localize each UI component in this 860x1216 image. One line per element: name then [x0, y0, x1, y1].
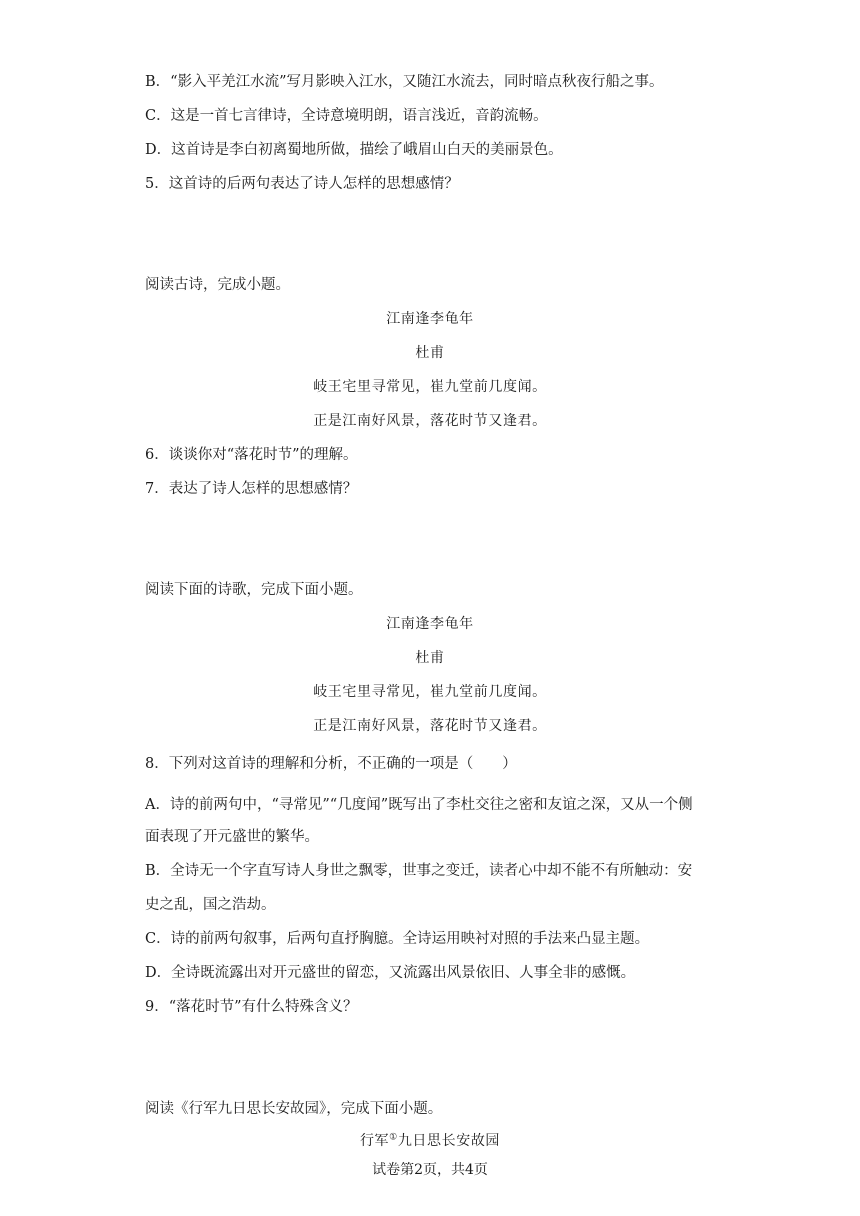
poem-author: 杜甫 — [415, 650, 445, 666]
poem-title — [0, 1131, 860, 1151]
option-b-line-1: B．全诗无一个字直写诗人身世之飘零，世事之变迁，读者心中却不能不有所触动：安 — [145, 863, 693, 879]
question-5: 5．这首诗的后两句表达了诗人怎样的思想感情？ — [145, 176, 459, 192]
poem-title-part-2: 九日思长安故园 — [397, 1133, 501, 1149]
page-footer: 试卷第2页，共4页 — [372, 1162, 488, 1178]
poem-line-1: 岐王宅里寻常见，崔九堂前几度闻。 — [313, 379, 547, 395]
option-d: D．这首诗是李白初离蜀地所做，描绘了峨眉山白天的美丽景色。 — [145, 142, 563, 158]
poem-title: 江南逢李龟年 — [386, 311, 474, 327]
question-7: 7．表达了诗人怎样的思想感情？ — [145, 481, 358, 497]
reading-instruction: 阅读《行军九日思长安故园》，完成下面小题。 — [145, 1101, 443, 1117]
footnote-marker: ① — [389, 1132, 398, 1143]
option-c: C．这是一首七言律诗，全诗意境明朗，语言浅近，音韵流畅。 — [145, 108, 548, 124]
poem-author: 杜甫 — [415, 345, 445, 361]
question-9: 9．“落花时节”有什么特殊含义？ — [145, 999, 358, 1015]
option-a-line-2: 面表现了开元盛世的繁华。 — [145, 829, 319, 845]
poem-line-2: 正是江南好风景，落花时节又逢君。 — [313, 718, 547, 734]
poem-title-part-1: 行军 — [359, 1133, 390, 1149]
question-6: 6．谈谈你对“落花时节”的理解。 — [145, 447, 358, 463]
question-8: 8．下列对这首诗的理解和分析，不正确的一项是（ ） — [145, 756, 517, 772]
poem-line-2: 正是江南好风景，落花时节又逢君。 — [313, 413, 547, 429]
poem-title: 江南逢李龟年 — [386, 616, 474, 632]
option-b-line-2: 史之乱，国之浩劫。 — [145, 897, 276, 913]
option-b: B．“影入平羌江水流”写月影映入江水，又随江水流去，同时暗点秋夜行船之事。 — [145, 74, 664, 90]
reading-instruction: 阅读古诗，完成小题。 — [145, 277, 290, 293]
option-d: D．全诗既流露出对开元盛世的留恋，又流露出风景依旧、人事全非的感慨。 — [145, 965, 636, 981]
poem-line-1: 岐王宅里寻常见，崔九堂前几度闻。 — [313, 684, 547, 700]
reading-instruction: 阅读下面的诗歌，完成下面小题。 — [145, 582, 363, 598]
option-a-line-1: A．诗的前两句中，“寻常见”“几度闻”既写出了李杜交往之密和友谊之深，又从一个侧 — [145, 797, 693, 813]
option-c: C．诗的前两句叙事，后两句直抒胸臆。全诗运用映衬对照的手法来凸显主题。 — [145, 931, 650, 947]
